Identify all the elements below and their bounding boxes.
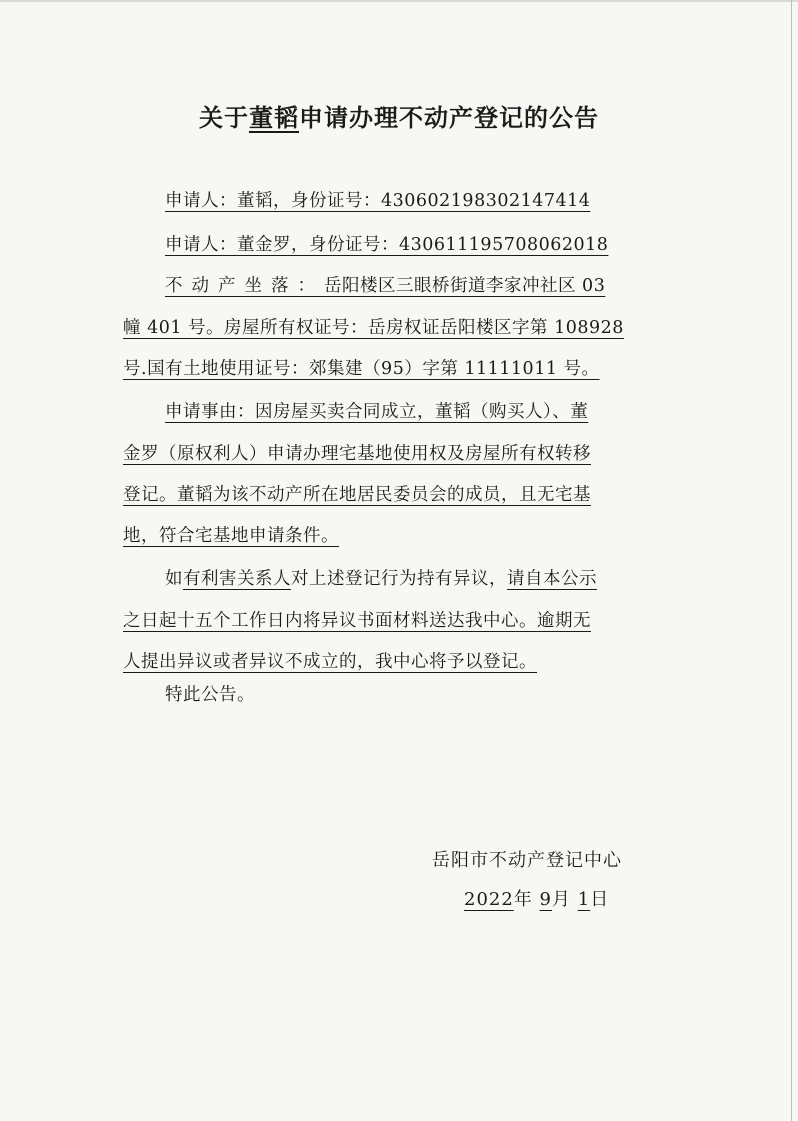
title-suffix: 申请办理不动产登记的公告	[299, 103, 599, 132]
closing-remark: 特此公告。	[165, 685, 255, 705]
reason-line-2: 金罗（原权利人）申请办理宅基地使用权及房屋所有权转移	[123, 444, 591, 464]
reason-line-1: 申请事由：因房屋买卖合同成立，董韬（购买人）、董	[165, 402, 589, 422]
date-year: 2022	[464, 889, 514, 910]
objection-line-3: 人提出异议或者异议不成立的，我中心将予以登记。	[123, 652, 537, 672]
date-year-label: 年	[513, 889, 533, 910]
date-month-label: 月	[552, 889, 571, 910]
title-prefix: 关于	[199, 103, 249, 132]
property-location-line-2: 幢 401 号。房屋所有权证号：岳房权证岳阳楼区字第 108928	[123, 318, 624, 338]
issue-date	[464, 885, 609, 911]
title-applicant-name: 董韬	[249, 103, 299, 132]
objection-tail: 请自本公示	[507, 569, 597, 589]
reason-line-3: 登记。董韬为该不动产所在地居民委员会的成员，且无宅基	[123, 485, 591, 505]
property-location-line-3: 号.国有土地使用证号：郊集建（95）字第 11111011 号。	[123, 359, 600, 379]
objection-line-1	[165, 565, 597, 590]
property-location-line-1	[165, 272, 605, 297]
scan-edge-top	[0, 0, 798, 2]
notice-title	[0, 98, 798, 133]
applicant-1: 申请人：董韬，身份证号：430602198302147414	[165, 191, 591, 211]
applicant-2: 申请人：董金罗，身份证号：430611195708062018	[165, 235, 609, 255]
date-day-label: 日	[590, 889, 610, 910]
objection-lead: 如	[165, 569, 183, 589]
objection-mid: 对上述登记行为持有异议，	[291, 569, 507, 589]
scan-edge-right	[791, 0, 792, 1121]
objection-line-2: 之日起十五个工作日内将异议书面材料送达我中心。逾期无	[123, 611, 591, 631]
objection-party: 有利害关系人	[183, 569, 291, 589]
location-label: 不动产坐落：	[165, 276, 324, 296]
reason-line-4: 地，符合宅基地申请条件。	[123, 526, 339, 546]
issuing-organization: 岳阳市不动产登记中心	[432, 850, 622, 871]
date-month: 9	[539, 889, 552, 910]
date-day: 1	[577, 889, 591, 910]
location-text-1: 岳阳楼区三眼桥街道李家冲社区 03	[324, 276, 606, 296]
